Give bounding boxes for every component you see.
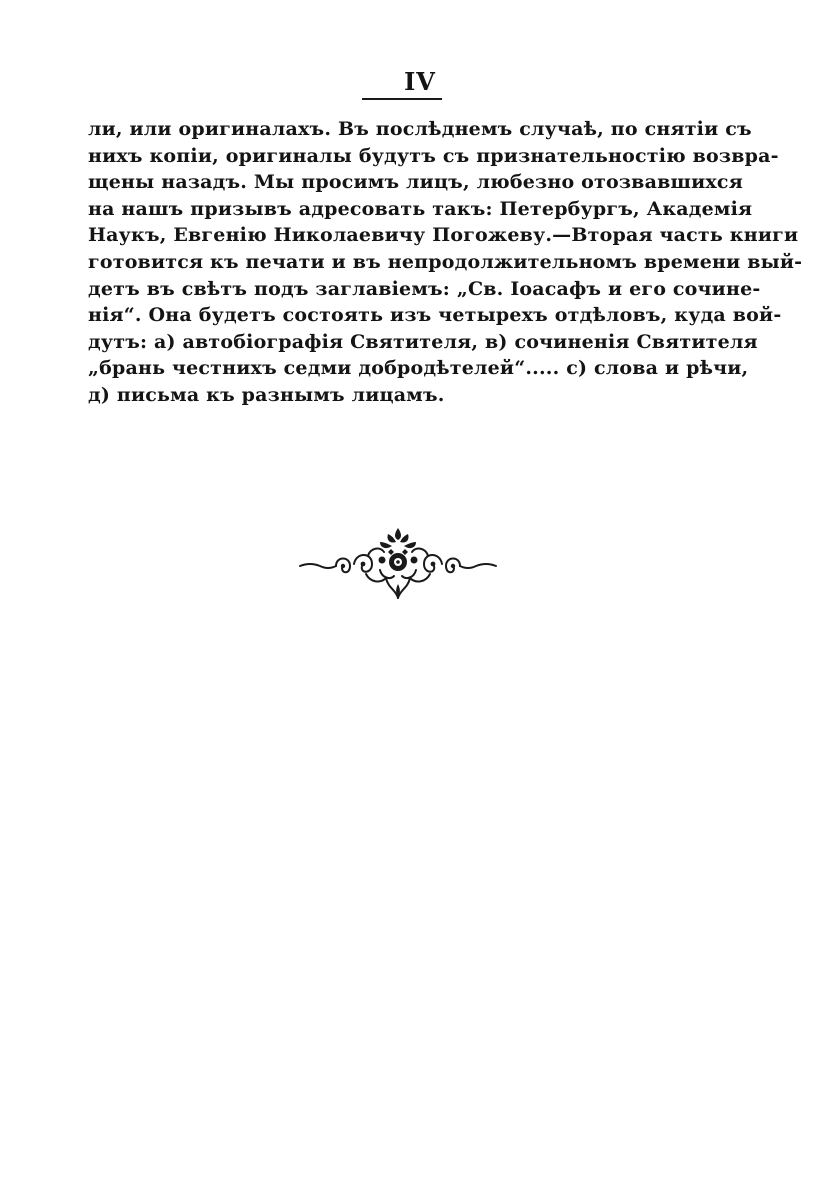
- text-line: „брань честнихъ седми добродѣтелей“..... с) слова и рѣчи,: [88, 357, 749, 380]
- text-line: нихъ копіи, оригиналы будутъ съ признательностію возвра-: [88, 144, 779, 167]
- text-line: на нашъ призывъ адресовать такъ: Петербургъ, Академія: [88, 197, 753, 220]
- text-line: детъ въ свѣтъ подъ заглавіемъ: „Св. Іоасафъ и его сочине-: [88, 277, 761, 300]
- page-number: IV: [404, 67, 436, 96]
- body-text: [88, 116, 803, 409]
- text-line: Наукъ, Евгенію Николаевичу Погожеву.—Вторая часть книги: [88, 224, 799, 247]
- text-line: ли, или оригиналахъ. Въ послѣднемъ случаѣ, по снятіи съ: [88, 118, 752, 140]
- text-line: дутъ: а) автобіографія Святителя, в) сочиненія Святителя: [88, 330, 758, 353]
- text-line: нія“. Она будетъ состоять изъ четырехъ отдѣловъ, куда вой-: [88, 304, 782, 327]
- text-line: д) письма къ разнымъ лицамъ.: [88, 383, 445, 406]
- text-line: щены назадъ. Мы просимъ лицъ, любезно отозвавшихся: [88, 171, 743, 194]
- text-line: готовится къ печати и въ непродолжительномъ времени вый-: [88, 250, 803, 273]
- page-number-rule: [362, 98, 442, 100]
- floral-vignette-icon: [296, 526, 500, 600]
